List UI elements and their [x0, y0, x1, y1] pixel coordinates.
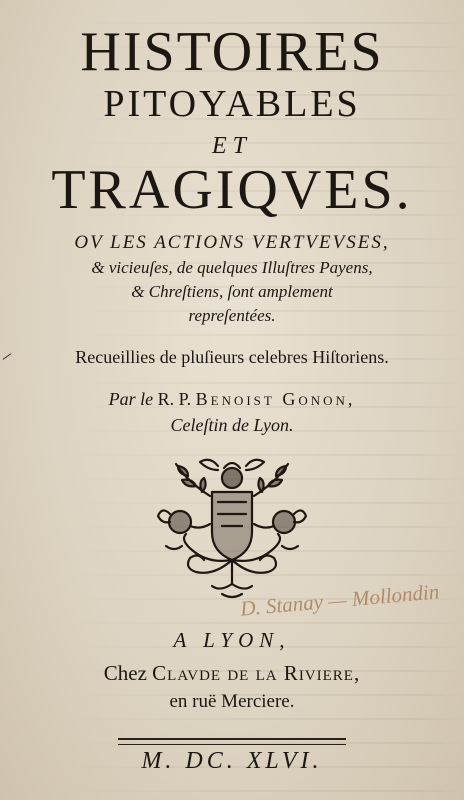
title-line-1: HISTOIRES: [80, 21, 384, 83]
printer-prefix: Chez: [103, 661, 147, 685]
title-line-3: ET: [211, 133, 252, 159]
imprint-street: en ruë Merciere.: [169, 691, 295, 712]
printers-device-emblem: [152, 452, 312, 602]
imprint-printer: [0, 660, 464, 686]
subtitle-line-3: & Chreſtiens, ſont amplement: [131, 282, 333, 301]
author-prefix: Par le: [108, 389, 154, 409]
printer-name: Clavde de la Riviere,: [152, 661, 361, 685]
title-line-4: TRAGIQVES.: [51, 159, 413, 221]
subtitle-line-2: & vicieuſes, de quelques Illuſtres Payens,: [91, 258, 373, 277]
title-line-2: PITOYABLES: [103, 83, 361, 125]
author-name: Benoist Gonon,: [195, 389, 356, 409]
imprint-year: M. DC. XLVI.: [141, 748, 323, 774]
subtitle-line-4: repreſentées.: [188, 306, 276, 325]
author-title: R. P.: [157, 389, 192, 409]
handwritten-signature: D. Stanay — Mollondin: [239, 579, 441, 621]
subtitle-line-1: OV LES ACTIONS VERTVEVSES,: [74, 232, 390, 253]
collected-line: Recueillies de pluſieurs celebres Hiſtoriens.: [75, 347, 389, 367]
author-role: Celeſtin de Lyon.: [170, 415, 294, 435]
divider-rule: [118, 738, 346, 745]
author-line: [0, 388, 464, 410]
imprint-place: A LYON,: [173, 628, 291, 652]
